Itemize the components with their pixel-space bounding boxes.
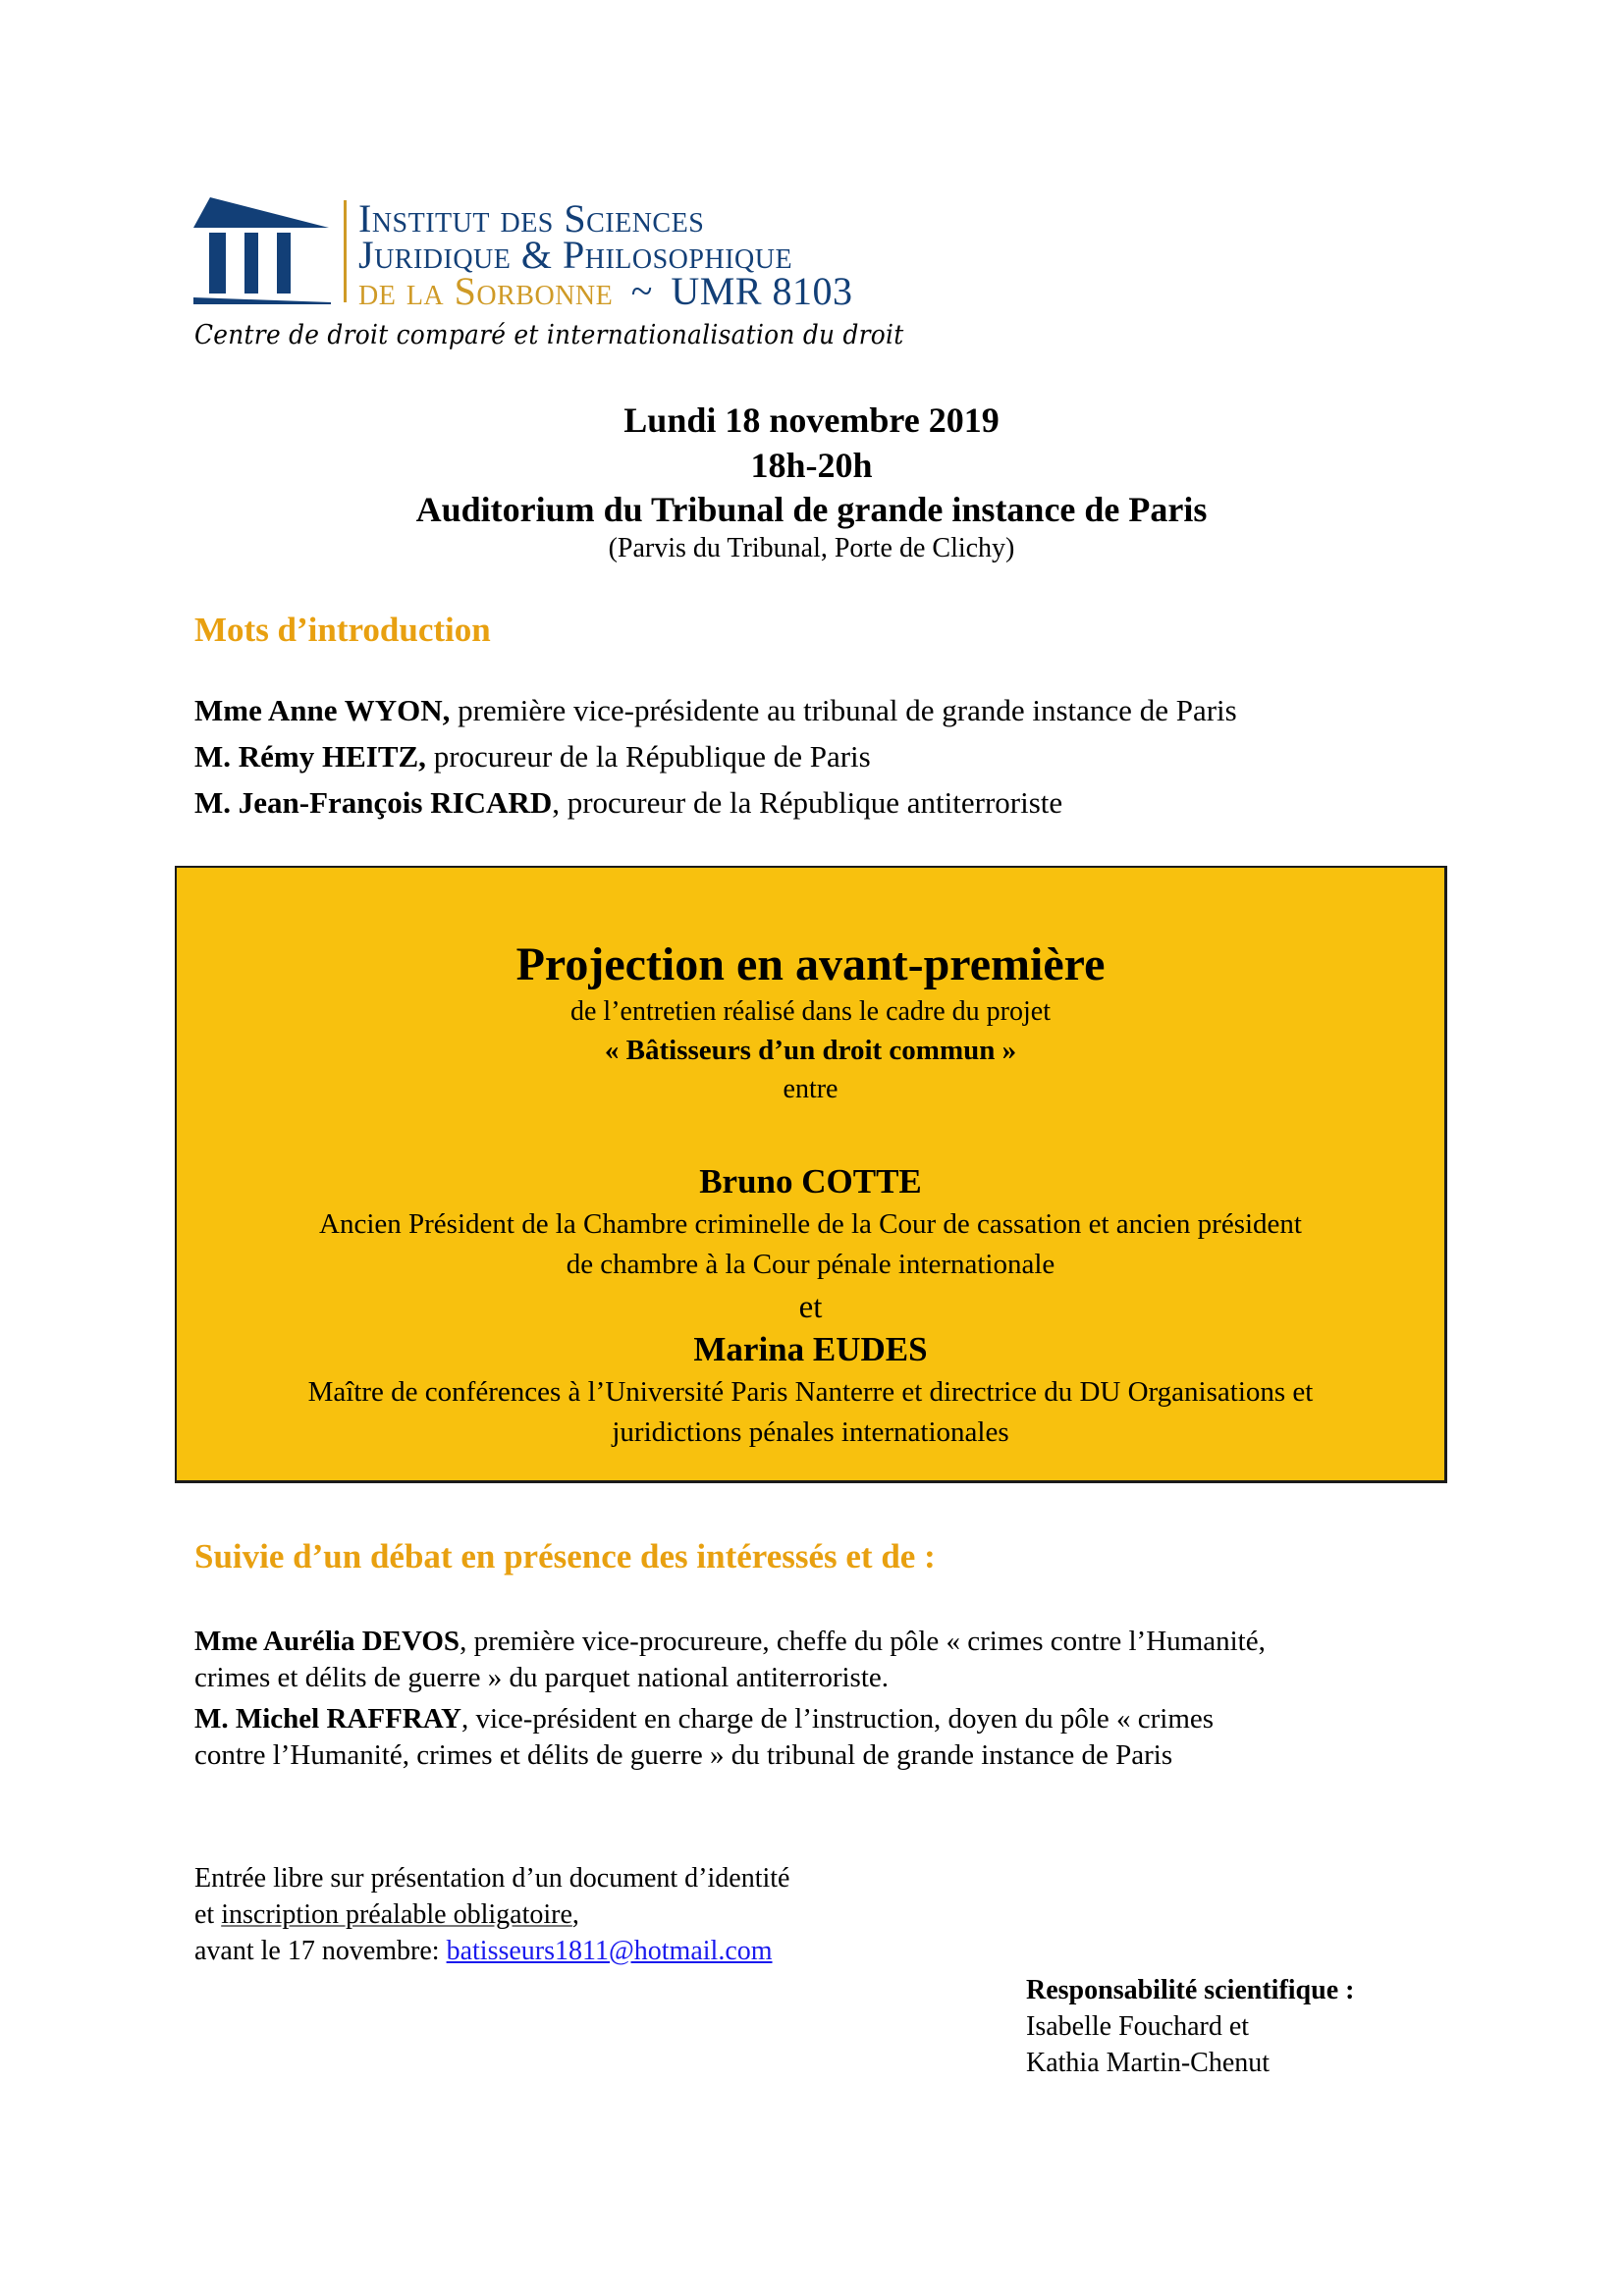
speaker-role: procureur de la République de Paris bbox=[425, 739, 871, 774]
event-time: 18h-20h bbox=[750, 446, 873, 485]
logo-sorbonne: de la Sorbonne bbox=[358, 269, 614, 313]
logo-umr: UMR 8103 bbox=[671, 269, 853, 313]
guest2-description: Maître de conférences à l’Université Paris Nanterre et directrice du DU Organisations et bbox=[307, 1376, 1314, 1408]
speaker-role: , procureur de la République antiterroriste bbox=[552, 785, 1063, 820]
scientific-heading: Responsabilité scientifique : bbox=[1026, 1975, 1355, 2005]
intro-heading: Mots d’introduction bbox=[194, 611, 491, 649]
logo-line-2: Juridique & Philosophique bbox=[358, 233, 793, 277]
projection-title: Projection en avant-première bbox=[515, 938, 1106, 990]
participant-role-cont: contre l’Humanité, crimes et délits de guerre » du tribunal de grande instance de Paris bbox=[194, 1739, 1173, 1771]
participant-name: M. Michel RAFFRAY bbox=[194, 1703, 461, 1735]
intro-speaker bbox=[194, 741, 871, 772]
speaker-name: M. Rémy HEITZ, bbox=[194, 739, 426, 774]
projection-and: et bbox=[798, 1290, 823, 1325]
registration-prefix: et bbox=[194, 1899, 222, 1930]
speaker-name: M. Jean-François RICARD bbox=[194, 785, 553, 820]
debate-heading: Suivie d’un débat en présence des intéressés et de : bbox=[194, 1537, 936, 1575]
speaker-role: première vice-présidente au tribunal de grande instance de Paris bbox=[450, 693, 1237, 727]
guest2-description: juridictions pénales internationales bbox=[612, 1416, 1009, 1448]
registration-line: Entrée libre sur présentation d’un document d’identité bbox=[194, 1863, 790, 1894]
intro-speaker bbox=[194, 787, 1062, 818]
event-date: Lundi 18 novembre 2019 bbox=[623, 400, 1000, 440]
projection-project: « Bâtisseurs d’un droit commun » bbox=[604, 1035, 1017, 1066]
participant-name: Mme Aurélia DEVOS bbox=[194, 1626, 460, 1657]
scientific-name: Isabelle Fouchard et bbox=[1026, 2011, 1250, 2042]
debate-participant bbox=[194, 1705, 1214, 1734]
guest2-name: Marina EUDES bbox=[693, 1330, 928, 1368]
projection-between: entre bbox=[783, 1074, 839, 1104]
temple-icon bbox=[191, 194, 349, 308]
participant-role-cont: crimes et délits de guerre » du parquet national antiterroriste. bbox=[194, 1662, 890, 1693]
projection-subtitle: de l’entretien réalisé dans le cadre du projet bbox=[570, 996, 1051, 1027]
logo-divider bbox=[344, 200, 347, 302]
debate-participant bbox=[194, 1628, 1266, 1656]
registration-line bbox=[194, 1938, 773, 1965]
logo-line-3 bbox=[358, 269, 853, 313]
intro-speaker bbox=[194, 695, 1237, 725]
event-venue-detail: (Parvis du Tribunal, Porte de Clichy) bbox=[608, 533, 1015, 563]
registration-line bbox=[194, 1901, 579, 1929]
registration-required: inscription préalable obligatoire bbox=[221, 1899, 572, 1930]
logo-separator: ~ bbox=[630, 269, 653, 313]
projection-box bbox=[175, 866, 1447, 1483]
email-link[interactable]: batisseurs1811@hotmail.com bbox=[446, 1936, 773, 1966]
speaker-name: Mme Anne WYON, bbox=[194, 693, 451, 727]
participant-role: , première vice-procureure, cheffe du pôle « crimes contre l’Humanité, bbox=[460, 1626, 1266, 1657]
logo-tagline: Centre de droit comparé et internationalisation du droit bbox=[194, 320, 904, 350]
participant-role: , vice-président en charge de l’instruction, doyen du pôle « crimes bbox=[460, 1703, 1215, 1735]
logo-line-1: Institut des Sciences bbox=[358, 196, 705, 240]
scientific-name: Kathia Martin-Chenut bbox=[1026, 2048, 1271, 2078]
registration-suffix: , bbox=[571, 1899, 579, 1930]
guest1-description: Ancien Président de la Chambre criminelle de la Cour de cassation et ancien président bbox=[319, 1208, 1302, 1240]
guest1-name: Bruno COTTE bbox=[699, 1162, 922, 1201]
event-venue: Auditorium du Tribunal de grande instance de Paris bbox=[415, 490, 1208, 529]
guest1-description: de chambre à la Cour pénale internationale bbox=[566, 1249, 1055, 1280]
registration-deadline: avant le 17 novembre: bbox=[194, 1936, 447, 1966]
